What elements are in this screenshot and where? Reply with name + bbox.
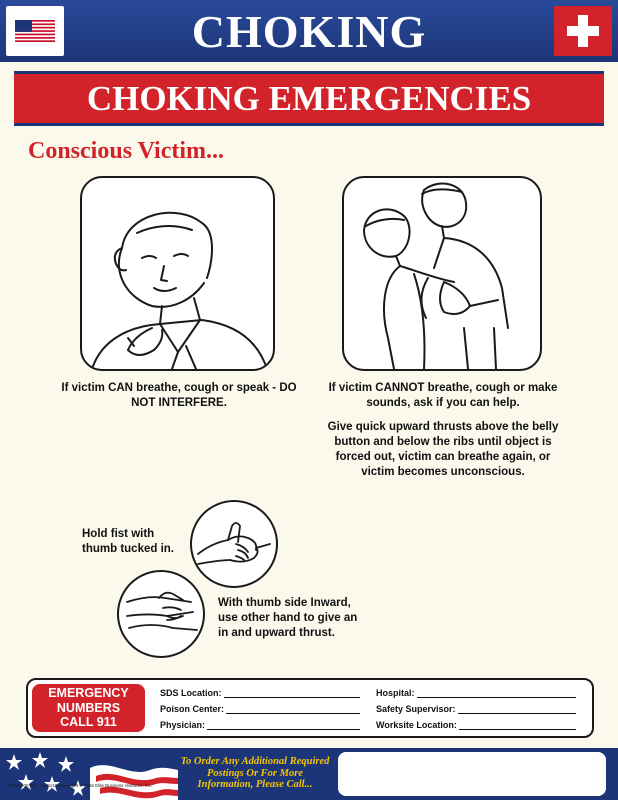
worksite-location-line[interactable]	[459, 720, 576, 730]
hospital-line[interactable]	[417, 688, 576, 698]
product-code: CHOK900	[8, 783, 29, 788]
emergency-call-badge	[32, 684, 145, 732]
physician-line[interactable]	[207, 720, 360, 730]
caption-thumb-inward: With thumb side Inward, use other hand to give an in and upward thrust.	[218, 597, 358, 639]
flag-box	[6, 6, 64, 56]
caption-can-breathe: If victim CAN breathe, cough or speak - DO NOT INTERFERE.	[61, 382, 297, 409]
hospital-field[interactable]	[376, 688, 576, 698]
phone-number-box	[338, 752, 606, 796]
sds-location-field[interactable]	[160, 688, 360, 698]
illustration-fist	[190, 500, 278, 588]
sds-location-label: SDS Location:	[160, 688, 222, 698]
worksite-location-label: Worksite Location:	[376, 720, 457, 730]
first-aid-cross-icon	[567, 15, 599, 47]
copyright-line	[8, 783, 152, 789]
hand-over-fist-illustration	[119, 572, 203, 656]
poison-center-field[interactable]	[160, 704, 360, 714]
us-flag-icon	[15, 20, 55, 42]
rescuer-helping-victim-illustration	[344, 178, 540, 369]
revision-date: Rev. 12/21/15	[29, 783, 58, 788]
illustration-hand-over-fist	[117, 570, 205, 658]
section-banner: CHOKING EMERGENCIES	[14, 71, 604, 126]
header-bar	[0, 0, 618, 62]
safety-supervisor-field[interactable]	[376, 704, 576, 714]
cross-box	[554, 6, 612, 56]
person-coughing-illustration	[82, 178, 273, 369]
safety-supervisor-label: Safety Supervisor:	[376, 704, 456, 714]
emergency-numbers-box	[26, 678, 594, 738]
illustration-coughing-victim	[80, 176, 275, 371]
copyright-text: Copyright © 2016 Elite Business Ventures, Inc.	[58, 783, 153, 788]
fist-illustration	[192, 502, 276, 586]
physician-label: Physician:	[160, 720, 206, 730]
emergency-line-3: CALL 911	[60, 715, 117, 729]
worksite-location-field[interactable]	[376, 720, 576, 730]
sds-location-line[interactable]	[224, 688, 360, 698]
poison-center-label: Poison Center:	[160, 704, 225, 714]
caption-hold-fist: Hold fist with thumb tucked in.	[82, 528, 174, 555]
order-info-text: To Order Any Additional Required Postings Or For More Information, Please Call...	[180, 756, 330, 790]
caption-upward-thrusts: Give quick upward thrusts above the belly button and below the ribs until object is forced out, victim can breathe again, or victim becomes unconscious.	[327, 421, 559, 478]
illustration-abdominal-thrust	[342, 176, 542, 371]
hospital-label: Hospital:	[376, 688, 415, 698]
poison-center-line[interactable]	[226, 704, 360, 714]
section-title: Conscious Victim...	[28, 138, 225, 164]
flag-stars-decoration-icon	[0, 748, 178, 800]
emergency-line-1: EMERGENCY	[48, 686, 129, 700]
caption-cannot-breathe: If victim CANNOT breathe, cough or make sounds, ask if you can help.	[328, 382, 558, 409]
safety-supervisor-line[interactable]	[458, 704, 576, 714]
emergency-line-2: NUMBERS	[56, 700, 121, 715]
footer-bar	[0, 748, 618, 800]
physician-field[interactable]	[160, 720, 360, 730]
page-title: CHOKING	[191, 6, 427, 57]
